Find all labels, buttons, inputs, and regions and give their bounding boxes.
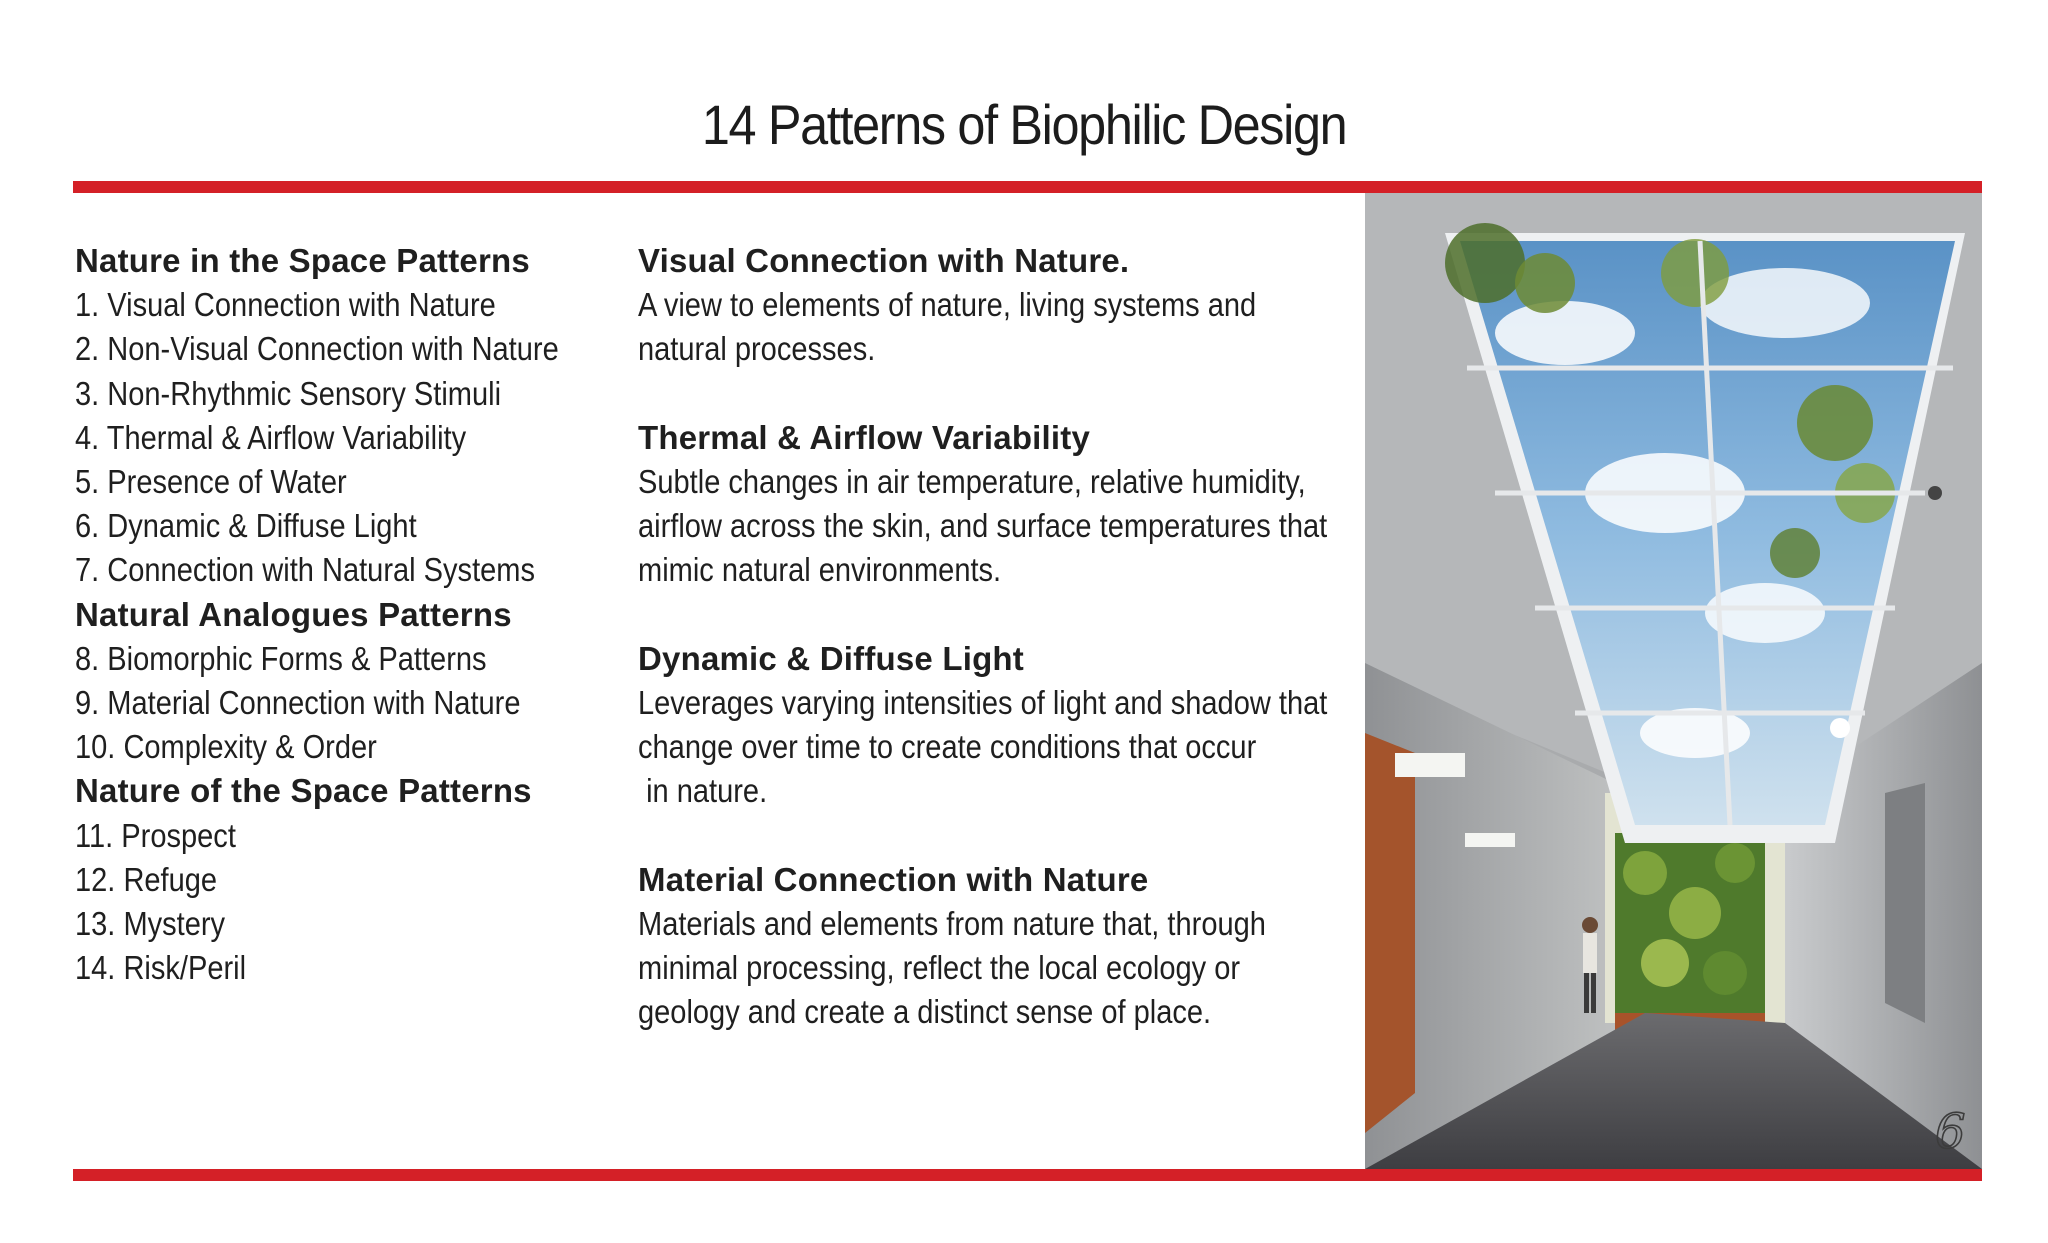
description-heading: Material Connection with Nature [638,860,1149,898]
description-line: Leverages varying intensities of light and shadow that [638,684,1328,721]
description-heading: Thermal & Airflow Variability [638,418,1091,456]
pattern-item: 6. Dynamic & Diffuse Light [75,507,417,545]
spacer [638,814,1358,858]
pattern-item: 14. Risk/Peril [75,949,247,987]
pattern-item: 8. Biomorphic Forms & Patterns [75,639,487,677]
description-line: mimic natural environments. [638,551,1002,589]
pattern-item: 11. Prospect [75,816,236,854]
pattern-item: 5. Presence of Water [75,463,347,501]
description-line: minimal processing, reflect the local ecology or [638,949,1241,987]
description-line: A view to elements of nature, living systems and [638,286,1257,324]
group-heading-nature-of-space: Nature of the Space Patterns [75,772,532,810]
description-line: Subtle changes in air temperature, relative humidity, [638,463,1306,500]
page-title: 14 Patterns of Biophilic Design [701,93,1347,156]
pattern-list [75,239,635,990]
bottom-divider [73,1169,1982,1181]
pattern-item: 13. Mystery [75,905,226,943]
pattern-item: 4. Thermal & Airflow Variability [75,418,467,456]
pattern-item: 9. Material Connection with Nature [75,684,521,722]
description-line: natural processes. [638,330,876,368]
spacer [638,372,1358,416]
pattern-item: 12. Refuge [75,860,218,898]
description-line: change over time to create conditions that occur [638,728,1257,766]
description-heading: Dynamic & Diffuse Light [638,639,1024,677]
pattern-item: 3. Non-Rhythmic Sensory Stimuli [75,374,502,412]
description-line: geology and create a distinct sense of place. [638,993,1212,1031]
pattern-item: 10. Complexity & Order [75,728,377,766]
description-heading: Visual Connection with Nature. [638,242,1130,279]
pattern-item: 1. Visual Connection with Nature [75,286,496,324]
page-number: 6 [1935,1104,1966,1160]
description-line: Materials and elements from nature that, through [638,905,1266,942]
corridor-skylight-photo [1365,193,1982,1169]
description-line: airflow across the skin, and surface temperatures that [638,507,1328,545]
pattern-item: 7. Connection with Natural Systems [75,551,536,589]
group-heading-nature-in-space: Nature in the Space Patterns [75,242,530,279]
pattern-descriptions [638,239,1358,1035]
pattern-item: 2. Non-Visual Connection with Nature [75,330,559,368]
group-heading-natural-analogues: Natural Analogues Patterns [75,595,512,633]
description-line: in nature. [638,772,768,810]
spacer [638,593,1358,637]
corridor-illustration [1365,193,1982,1169]
top-divider [73,181,1982,193]
